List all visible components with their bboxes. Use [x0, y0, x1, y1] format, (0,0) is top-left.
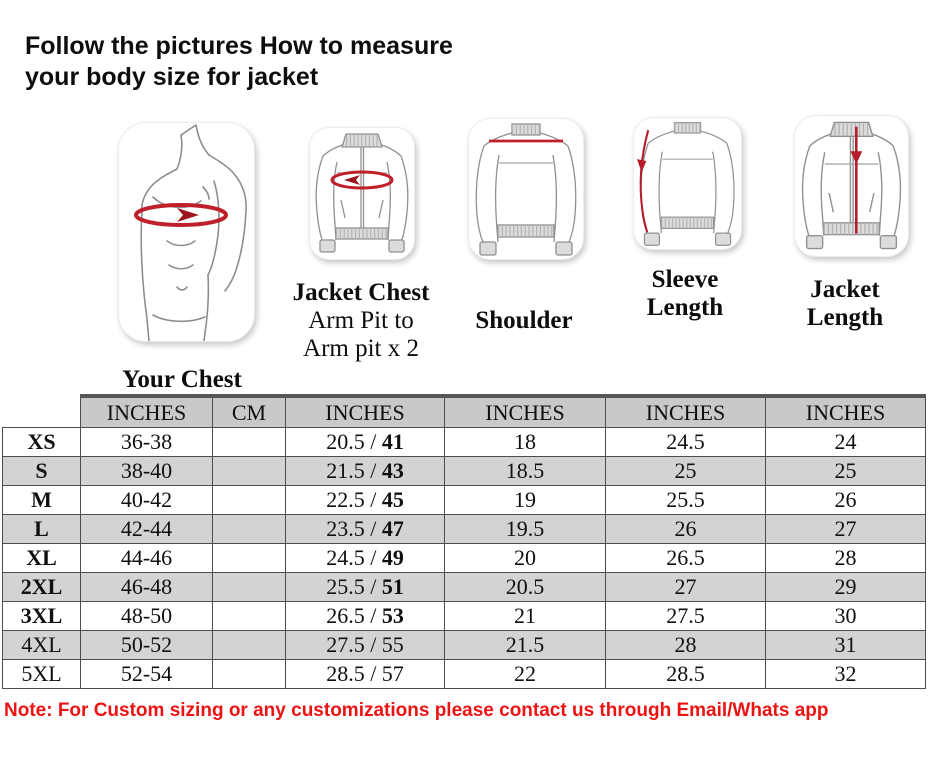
cell-length: 28 — [766, 544, 926, 573]
cell-sleeve: 28 — [606, 631, 766, 660]
cell-sleeve: 27.5 — [606, 602, 766, 631]
jacket-chest-figure-card — [309, 127, 415, 260]
jacket-chest-cm-part: 49 — [381, 545, 404, 570]
jacket-chest-cm-part: 51 — [381, 574, 404, 599]
cell-shoulder: 18 — [445, 428, 606, 457]
cell-cm — [213, 486, 286, 515]
cell-sleeve: 24.5 — [606, 428, 766, 457]
cell-jacket-chest — [286, 486, 445, 515]
jacket-chest-cm-part: 53 — [381, 603, 404, 628]
jacket-chest-inches-part: 26.5 / — [326, 603, 382, 628]
cell-chest: 40-42 — [81, 486, 213, 515]
jacket-chest-inches-part: 28.5 / 57 — [326, 661, 404, 686]
jacket-chest-label-sub1: Arm Pit to — [308, 307, 414, 334]
table-row — [3, 428, 926, 457]
sleeve-length-label — [647, 266, 723, 322]
table-row — [3, 573, 926, 602]
cell-size: S — [3, 457, 81, 486]
cell-jacket-chest — [286, 515, 445, 544]
cell-sleeve: 25 — [606, 457, 766, 486]
jacket-back-illustration — [469, 119, 583, 259]
cell-size: XL — [3, 544, 81, 573]
page-title-line1: Follow the pictures How to measure — [25, 32, 453, 60]
cell-cm — [213, 660, 286, 689]
jacket-chest-inches-part: 23.5 / — [326, 516, 382, 541]
jacket-front-length-illustration — [795, 116, 908, 256]
jacket-chest-cm-part: 45 — [381, 487, 404, 512]
jacket-chest-inches-part: 27.5 / 55 — [326, 632, 404, 657]
size-table — [2, 394, 926, 689]
jacket-chest-label-title: Jacket Chest — [292, 279, 430, 306]
cell-chest: 38-40 — [81, 457, 213, 486]
cell-size: 4XL — [3, 631, 81, 660]
cell-shoulder: 21 — [445, 602, 606, 631]
cell-chest: 36-38 — [81, 428, 213, 457]
cell-length: 32 — [766, 660, 926, 689]
cell-chest: 48-50 — [81, 602, 213, 631]
jacket-length-measure-arrow — [850, 127, 862, 234]
jacket-chest-label-sub2: Arm pit x 2 — [303, 335, 419, 362]
cell-jacket-chest — [286, 631, 445, 660]
your-chest-label: Your Chest — [122, 366, 242, 393]
table-row — [3, 457, 926, 486]
jacket-chest-cm-part: 41 — [381, 429, 404, 454]
cell-chest: 42-44 — [81, 515, 213, 544]
sleeve-length-figure-card — [633, 117, 742, 250]
torso-figure-card — [118, 122, 255, 342]
jacket-length-label-line2: Length — [806, 304, 884, 331]
cell-shoulder: 22 — [445, 660, 606, 689]
cell-length: 30 — [766, 602, 926, 631]
page-title — [25, 31, 453, 93]
page-title-line2: your body size for jacket — [25, 63, 319, 91]
jacket-length-label-line1: Jacket — [810, 276, 880, 303]
header-chest-inches: INCHES — [81, 396, 213, 428]
jacket-chest-label — [293, 279, 430, 363]
sleeve-measure-arrow — [637, 130, 648, 232]
cell-size: 5XL — [3, 660, 81, 689]
cell-jacket-chest — [286, 544, 445, 573]
cell-size: 3XL — [3, 602, 81, 631]
cell-jacket-chest — [286, 602, 445, 631]
cell-shoulder: 19.5 — [445, 515, 606, 544]
table-row — [3, 486, 926, 515]
cell-jacket-chest — [286, 573, 445, 602]
header-shoulder-inches: INCHES — [445, 396, 606, 428]
cell-jacket-chest — [286, 428, 445, 457]
cell-chest: 52-54 — [81, 660, 213, 689]
header-sleeve-inches: INCHES — [606, 396, 766, 428]
jacket-chest-inches-part: 22.5 / — [326, 487, 382, 512]
cell-length: 29 — [766, 573, 926, 602]
jacket-length-figure-card — [794, 115, 909, 257]
header-jacket-chest-inches: INCHES — [286, 396, 445, 428]
table-row — [3, 631, 926, 660]
cell-cm — [213, 631, 286, 660]
cell-jacket-chest — [286, 660, 445, 689]
header-length-inches: INCHES — [766, 396, 926, 428]
sleeve-length-label-line2: Length — [646, 294, 724, 321]
cell-size: L — [3, 515, 81, 544]
cell-shoulder: 18.5 — [445, 457, 606, 486]
shoulder-figure-card — [468, 118, 584, 260]
cell-sleeve: 26 — [606, 515, 766, 544]
cell-chest: 50-52 — [81, 631, 213, 660]
jacket-chest-inches-part: 25.5 / — [326, 574, 382, 599]
cell-cm — [213, 544, 286, 573]
cell-length: 25 — [766, 457, 926, 486]
cell-chest: 46-48 — [81, 573, 213, 602]
cell-length: 26 — [766, 486, 926, 515]
sleeve-length-label-line1: Sleeve — [651, 266, 719, 293]
jacket-back-sleeve-illustration — [634, 118, 741, 249]
cell-size: M — [3, 486, 81, 515]
jacket-chest-measure-ellipse — [332, 172, 392, 188]
cell-size: 2XL — [3, 573, 81, 602]
cell-cm — [213, 515, 286, 544]
cell-sleeve: 28.5 — [606, 660, 766, 689]
table-row — [3, 544, 926, 573]
shoulder-label: Shoulder — [475, 307, 573, 334]
table-row — [3, 602, 926, 631]
header-size-blank — [3, 396, 81, 428]
cell-shoulder: 19 — [445, 486, 606, 515]
cell-shoulder: 20 — [445, 544, 606, 573]
cell-length: 31 — [766, 631, 926, 660]
cell-shoulder: 20.5 — [445, 573, 606, 602]
cell-cm — [213, 602, 286, 631]
torso-illustration — [119, 123, 254, 341]
jacket-chest-inches-part: 20.5 / — [326, 429, 382, 454]
custom-sizing-note: Note: For Custom sizing or any customizations please contact us through Email/Whats app — [4, 700, 829, 721]
cell-length: 24 — [766, 428, 926, 457]
table-row — [3, 660, 926, 689]
cell-cm — [213, 457, 286, 486]
table-header-row — [3, 396, 926, 428]
cell-jacket-chest — [286, 457, 445, 486]
cell-sleeve: 27 — [606, 573, 766, 602]
table-row — [3, 515, 926, 544]
cell-cm — [213, 573, 286, 602]
jacket-chest-inches-part: 21.5 / — [326, 458, 382, 483]
header-chest-cm: CM — [213, 396, 286, 428]
jacket-chest-cm-part: 47 — [381, 516, 404, 541]
cell-chest: 44-46 — [81, 544, 213, 573]
cell-sleeve: 25.5 — [606, 486, 766, 515]
cell-length: 27 — [766, 515, 926, 544]
cell-cm — [213, 428, 286, 457]
cell-size: XS — [3, 428, 81, 457]
jacket-length-label — [807, 276, 883, 332]
jacket-front-illustration — [310, 128, 414, 259]
cell-sleeve: 26.5 — [606, 544, 766, 573]
jacket-chest-inches-part: 24.5 / — [326, 545, 382, 570]
jacket-chest-cm-part: 43 — [381, 458, 404, 483]
cell-shoulder: 21.5 — [445, 631, 606, 660]
